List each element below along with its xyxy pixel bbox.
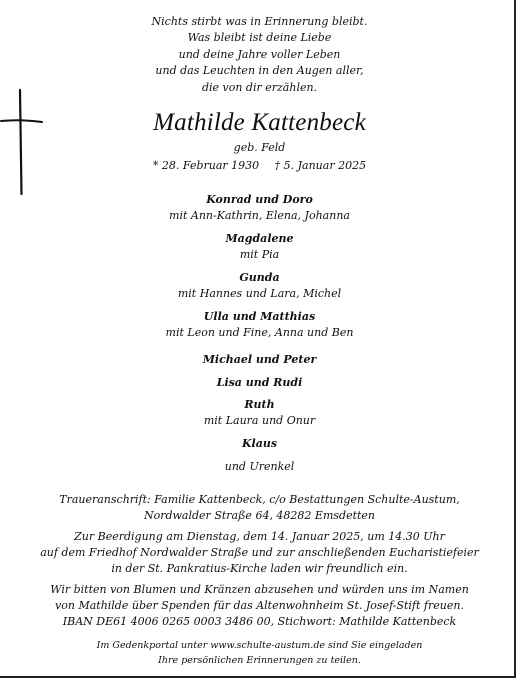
poem-line: und das Leuchten in den Augen aller, — [155, 64, 364, 78]
birth-name: geb. Feld — [233, 141, 286, 154]
family-names: Ulla und Matthias — [203, 310, 316, 323]
family-group — [30, 270, 489, 302]
birth-date: * 28. Februar 1930 — [152, 159, 260, 172]
family-names: Konrad und Doro — [206, 193, 313, 206]
portal-line: Im Gedenkportal unter www.schulte-austum.de sind Sie eingeladen — [96, 640, 423, 651]
poem-line: Was bleibt ist deine Liebe — [187, 31, 332, 45]
family-names: Magdalene — [225, 232, 294, 245]
donation-line: IBAN DE61 4006 0265 0003 3486 00, Stichwort: Mathilde Kattenbeck — [62, 615, 457, 629]
family-with: mit Hannes und Lara, Michel — [177, 287, 342, 300]
funeral-line: Zur Beerdigung am Dienstag, dem 14. Januar 2025, um 14.30 Uhr — [74, 530, 445, 543]
death-date: † 5. Januar 2025 — [274, 159, 367, 172]
life-dates — [30, 159, 489, 172]
poem-line: und deine Jahre voller Leben — [178, 47, 341, 61]
family-group — [30, 231, 489, 263]
family-names: Lisa und Rudi — [216, 376, 303, 389]
portal-line: Ihre persönlichen Erinnerungen zu teilen. — [158, 655, 361, 666]
family-names: Gunda — [239, 271, 280, 284]
family-names: Klaus — [241, 437, 278, 450]
address-line: Nordwalder Straße 64, 48282 Emsdetten — [143, 509, 376, 523]
grandchildren: und Urenkel — [224, 460, 295, 473]
poem — [30, 14, 489, 96]
funeral-line: auf dem Friedhof Nordwalder Straße und zur anschließenden Eucharistiefeier — [40, 546, 479, 560]
deceased-name: Mathilde Kattenbeck — [153, 109, 366, 136]
family-names: Michael und Peter — [202, 353, 317, 366]
family-group — [30, 192, 489, 224]
poem-line: die von dir erzählen. — [201, 80, 318, 94]
family-group — [30, 375, 489, 391]
family-with: mit Laura und Onur — [203, 414, 316, 427]
family-with: mit Ann-Kathrin, Elena, Johanna — [169, 209, 350, 222]
family-group — [30, 436, 489, 452]
address-line: Traueranschrift: Familie Kattenbeck, c/o Bestattungen Schulte-Austum, — [59, 493, 460, 506]
family-with: mit Leon und Fine, Anna und Ben — [165, 326, 354, 339]
donation-line: von Mathilde über Spenden für das Altenwohnheim St. Josef-Stift freuen. — [55, 599, 464, 613]
memorial-portal-note — [30, 638, 489, 668]
family-names: Ruth — [244, 398, 275, 411]
family-group — [30, 309, 489, 341]
family-group — [30, 397, 489, 429]
funeral-line: in der St. Pankratius-Kirche laden wir freundlich ein. — [111, 562, 408, 576]
funeral-info — [30, 529, 489, 578]
mourning-address — [30, 492, 489, 524]
donation-line: Wir bitten von Blumen und Kränzen abzusehen und würden uns im Namen — [50, 583, 469, 596]
poem-line: Nichts stirbt was in Erinnerung bleibt. — [151, 15, 368, 28]
donation-info — [30, 582, 489, 631]
family-with: mit Pia — [239, 248, 280, 261]
family-group — [30, 352, 489, 368]
